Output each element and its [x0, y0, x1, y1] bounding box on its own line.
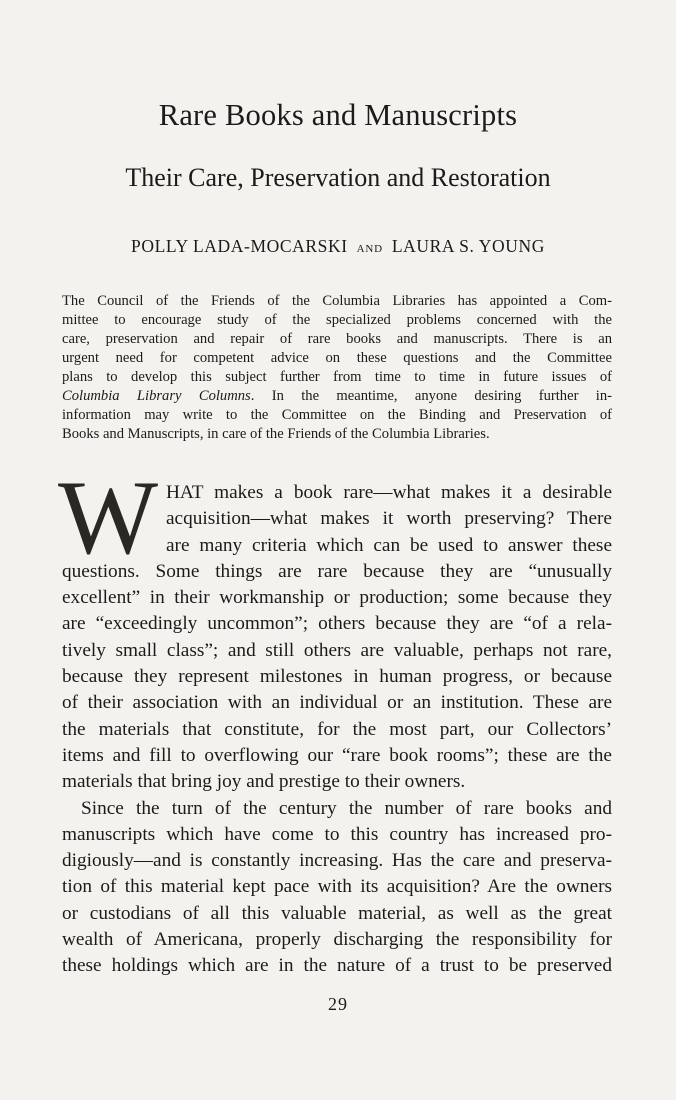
- authors-line: [0, 236, 676, 257]
- author-second: LAURA S. YOUNG: [391, 236, 545, 256]
- body-line: items and fill to overflowing our “rare book rooms”; these are the: [62, 744, 612, 766]
- body-line: manuscripts which have come to this country has increased pro-: [62, 823, 612, 845]
- author-first: POLLY LADA-MOCARSKI: [131, 236, 348, 256]
- body-line: tion of this material kept pace with its acquisition? Are the owners: [62, 876, 612, 898]
- note-line: urgent need for competent advice on these questions and the Committee: [62, 350, 612, 366]
- editorial-note: [62, 292, 612, 444]
- body-line: questions. Some things are rare because they are “unusually: [62, 560, 612, 582]
- note-line: The Council of the Friends of the Columbia Libraries has appointed a Com-: [62, 293, 612, 309]
- body-line: the materials that constitute, for the most part, our Collectors’: [62, 718, 612, 740]
- body-line: acquisition—what makes it worth preserving? There: [166, 508, 612, 530]
- body-line: are many criteria which can be used to answer these: [166, 534, 612, 556]
- body-line: digiously—and is constantly increasing. Has the care and preserva-: [62, 850, 612, 872]
- body-text: [62, 480, 612, 980]
- note-line: Books and Manuscripts, in care of the Friends of the Columbia Libraries.: [62, 426, 490, 442]
- body-line: materials that bring joy and prestige to their owners.: [62, 771, 466, 793]
- body-line: because they represent milestones in human progress, or because: [62, 666, 612, 688]
- note-line: care, preservation and repair of rare books and manuscripts. There is an: [62, 331, 612, 347]
- author-conjunction: AND: [356, 243, 383, 255]
- body-line: Since the turn of the century the number of rare books and: [81, 797, 612, 819]
- page-subtitle: Their Care, Preservation and Restoration: [125, 163, 551, 192]
- body-line: HAT makes a book rare—what makes it a desirable: [166, 482, 612, 503]
- note-line-italic: [62, 387, 612, 406]
- note-line: information may write to the Committee on the Binding and Preservation of: [62, 407, 612, 423]
- note-line-rest: . In the meantime, anyone desiring further in-: [250, 388, 612, 404]
- body-line: excellent” in their workmanship or production; some because they: [62, 587, 612, 609]
- page-number: 29: [328, 994, 348, 1014]
- body-line: these holdings which are in the nature of a trust to be preserved: [62, 955, 612, 977]
- body-line: wealth of Americana, properly discharging the responsibility for: [62, 929, 612, 951]
- body-line: of their association with an individual or an institution. These are: [62, 692, 612, 714]
- journal-title: Columbia Library Columns: [62, 388, 251, 404]
- body-line: or custodians of all this valuable material, as well as the great: [62, 902, 612, 924]
- body-line: tively small class”; and still others are valuable, perhaps not rare,: [62, 639, 612, 661]
- page-title: Rare Books and Manuscripts: [158, 98, 518, 132]
- note-line: plans to develop this subject further from time to time in future issues of: [62, 369, 612, 385]
- note-line: mittee to encourage study of the specialized problems concerned with the: [62, 312, 612, 328]
- body-line: are “exceedingly uncommon”; others because they are “of a rela-: [62, 613, 612, 635]
- drop-cap: W: [58, 459, 159, 576]
